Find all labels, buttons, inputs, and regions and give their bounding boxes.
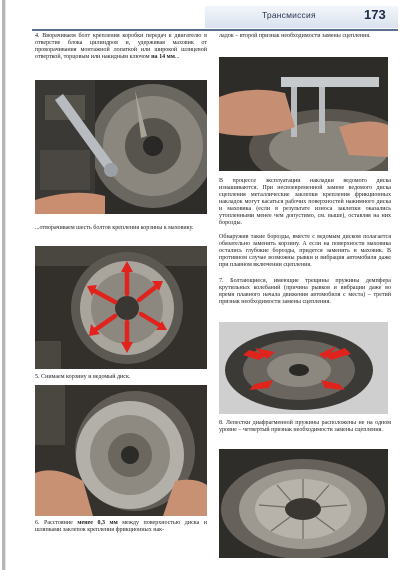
section-title: Трансмиссия [262,10,316,20]
step-4-continued: ...отворачиваем шесть болтов крепления корзины к маховику. [35,225,194,231]
step-6-text: 6. Расстояние менее 0,3 мм между поверхностью диска и шляпками заклепок крепления фрикционных нак- [35,520,208,534]
page-number: 173 [364,7,386,22]
wear-text: В процессе эксплуатации накладки ведомого диска изнашиваются. При несвоевременной замене ведомого диска сцепления металлические заклепки крепления фрикционных накладок могут касаться рабочих поверхностей нажимного диска и маховика (если в результате износа заклепки оказались утопленными менее чем допустимо, см. выше), оставляя на них борозды. [219,178,391,227]
step-8-text: 8. Лепестки диафрагменной пружины расположены не на одном уровне – четвертый признак необходимости замены сцепления. [219,420,391,434]
photo-damper-springs [219,322,388,414]
photo-flywheel-wrench [35,80,207,214]
step-6-continued: ладок – второй признак необходимости замены сцепления. [219,33,371,39]
scan-edge-highlight [5,0,6,570]
grooves-text: Обнаружив такие борозды, вместе с ведомым диском полагается обязательно заменить корзину. А если на поверхности маховика остались глубокие борозды, придется заменить и маховик. В противном случае возможны рывки и вибрация автомобиля даже при плавном включении сцепления. [219,234,391,269]
photo-caliper-measure [219,57,388,171]
step-4-size: на 14 мм [151,54,175,61]
step-4-text: 4. Вворачиваем болт крепления коробки передач к двигателю в отверстие блока цилиндров и, удерживая маховик от проворачивания монтажной лопаткой или широкой шлицевой отверткой, торцовым или накидным ключом на 14 мм... [35,33,207,61]
photo-clutch-bolts [35,246,207,369]
photo-diaphragm-spring [219,449,388,558]
step-5-text: 5. Снимаем корзину и ведомый диск. [35,374,131,380]
photo-remove-basket [35,385,207,516]
header-rule [32,29,398,31]
step-7-text: 7. Болтающиеся, имеющие трещины пружины демпфера крутильных колебаний (причина рывков и вибрации даже во время плавного начала движения автомобиля с места) – третий признак необходимости замены сцепления. [219,278,391,306]
step-6-measure: менее 0,3 мм [77,520,118,526]
